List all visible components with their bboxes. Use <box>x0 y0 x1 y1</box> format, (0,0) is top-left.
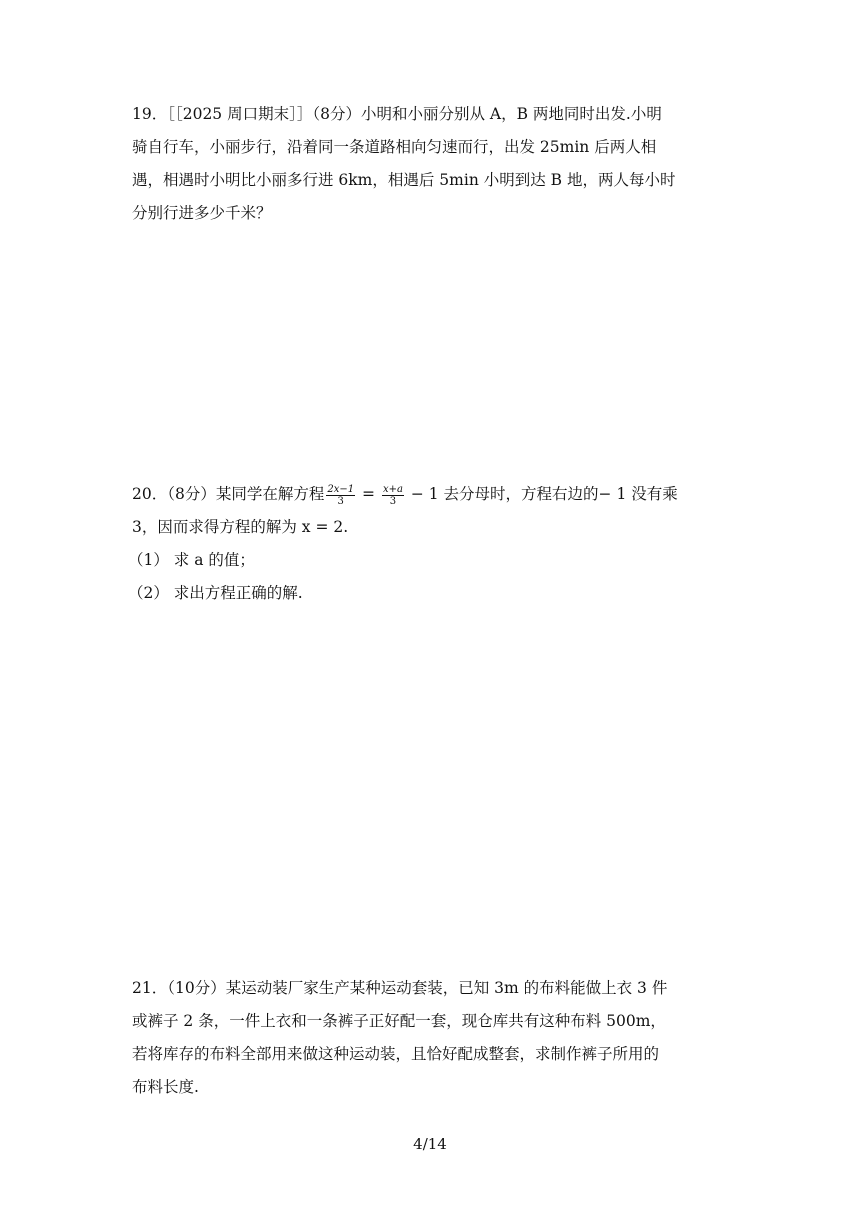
fraction-right-denominator: 3 <box>389 495 397 507</box>
equals-sign: = <box>357 485 380 503</box>
fraction-right-numerator: x+a <box>382 483 403 495</box>
question-21-line-2: 或裤子 2 条，一件上衣和一条裤子正好配一套，现仓库共有这种布料 500m， <box>132 1012 666 1030</box>
question-20-prefix: 20．（8分）某同学在解方程 <box>132 485 325 503</box>
question-19 <box>132 98 722 230</box>
question-21 <box>132 972 722 1104</box>
fraction-right <box>382 484 404 507</box>
question-20-line-2: 3，因而求得方程的解为 x = 2. <box>132 518 349 536</box>
question-20-part-1: （1） 求 a 的值； <box>128 551 255 569</box>
fraction-left-numerator: 2x−1 <box>327 483 355 495</box>
question-21-line-1: 21．（10分）某运动装厂家生产某种运动套装，已知 3m 的布料能做上衣 3 件 <box>132 979 668 997</box>
fraction-left <box>326 484 355 507</box>
page-number: 4/14 <box>413 1135 447 1153</box>
fraction-left-denominator: 3 <box>337 495 344 507</box>
question-19-line-4: 分别行进多少千米？ <box>132 204 272 222</box>
question-19-line-1: 19．［［2025 周口期末］］（8分）小明和小丽分别从 A，B 两地同时出发.小明 <box>132 105 662 123</box>
question-21-line-4: 布料长度. <box>132 1078 199 1096</box>
question-20 <box>128 478 722 610</box>
question-20-part-2: （2） 求出方程正确的解. <box>128 584 303 602</box>
question-19-line-3: 遇，相遇时小明比小丽多行进 6km，相遇后 5min 小明到达 B 地，两人每小时 <box>132 171 676 189</box>
question-20-suffix: − 1 去分母时，方程右边的− 1 没有乘 <box>405 485 678 503</box>
question-20-line-1 <box>132 478 722 511</box>
question-21-line-3: 若将库存的布料全部用来做这种运动装，且恰好配成整套，求制作裤子所用的 <box>132 1045 660 1063</box>
question-19-line-2: 骑自行车，小丽步行，沿着同一条道路相向匀速而行，出发 25min 后两人相 <box>132 138 657 156</box>
